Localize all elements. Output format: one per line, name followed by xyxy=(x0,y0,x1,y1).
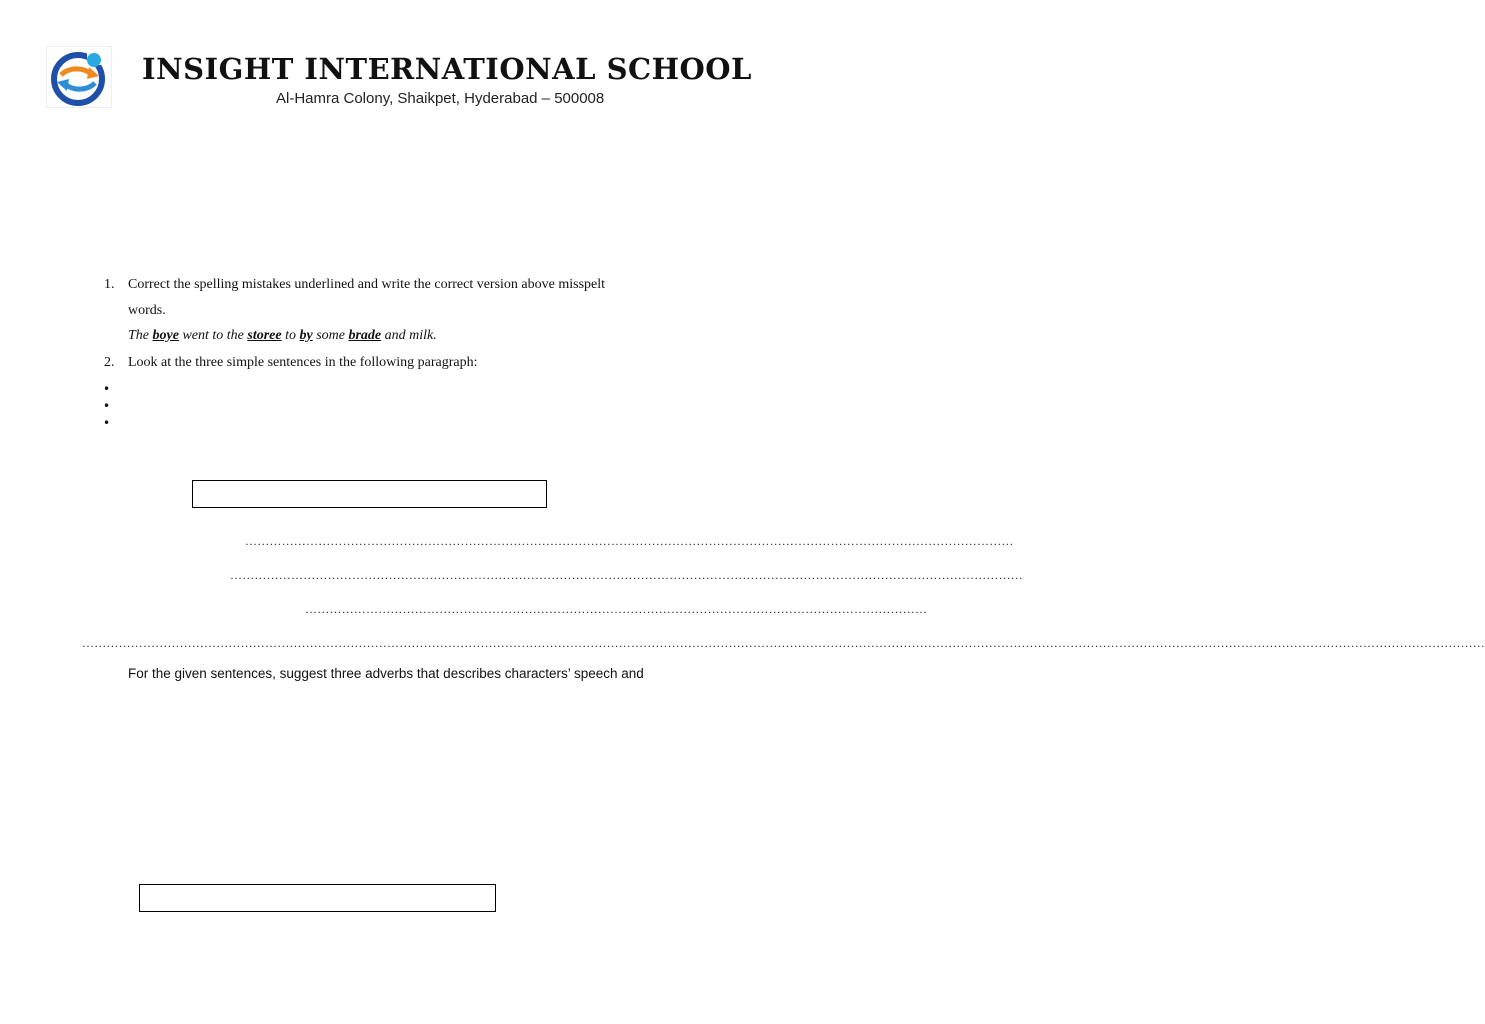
school-logo-icon xyxy=(47,47,111,107)
adverbs-instruction: For the given sentences, suggest three adverbs that describes characters’ speech and xyxy=(128,666,644,681)
question-1-text: Correct the spelling mistakes underlined and write the correct version above misspelt xyxy=(128,277,606,292)
misspelt-word: by xyxy=(299,328,313,343)
misspelt-word: brade xyxy=(348,328,382,343)
example-text: and milk. xyxy=(381,328,437,343)
question-1-number: 1. xyxy=(104,277,115,292)
question-2-text: Look at the three simple sentences in the following paragraph: xyxy=(128,355,478,370)
answer-box[interactable] xyxy=(139,884,496,912)
example-text: some xyxy=(312,328,349,343)
dotted-answer-line: …………………………………………………………………………………………………………………………………………………………………………… xyxy=(230,568,1023,582)
example-text: to xyxy=(281,328,300,343)
misspelt-word: storee xyxy=(247,328,282,343)
answer-box[interactable] xyxy=(192,480,547,508)
question-1-text-continued: words. xyxy=(128,303,166,318)
school-logo xyxy=(46,46,112,108)
misspelt-word: boye xyxy=(152,328,179,343)
bullet-point: • xyxy=(103,416,111,430)
bullet-point: • xyxy=(103,382,111,396)
school-name: INSIGHT INTERNATIONAL SCHOOL xyxy=(142,52,752,86)
dotted-answer-line: ……………………………………………………………………………………………………………………………………… xyxy=(305,602,928,616)
example-text: went to the xyxy=(178,328,248,343)
question-2-number: 2. xyxy=(104,355,115,370)
dotted-answer-line: ……………………………………………………………………………………………………………………………………………………………………… xyxy=(245,534,1014,548)
bullet-point: • xyxy=(103,399,111,413)
spelling-example-sentence xyxy=(128,328,437,344)
school-address: Al-Hamra Colony, Shaikpet, Hyderabad – 500008 xyxy=(276,90,605,107)
example-text: The xyxy=(128,328,153,343)
dotted-answer-line: ………………………………………………………………………………………………………………………………………………………………………………………………………………………………………………………………………………………………………………… xyxy=(82,636,1485,650)
